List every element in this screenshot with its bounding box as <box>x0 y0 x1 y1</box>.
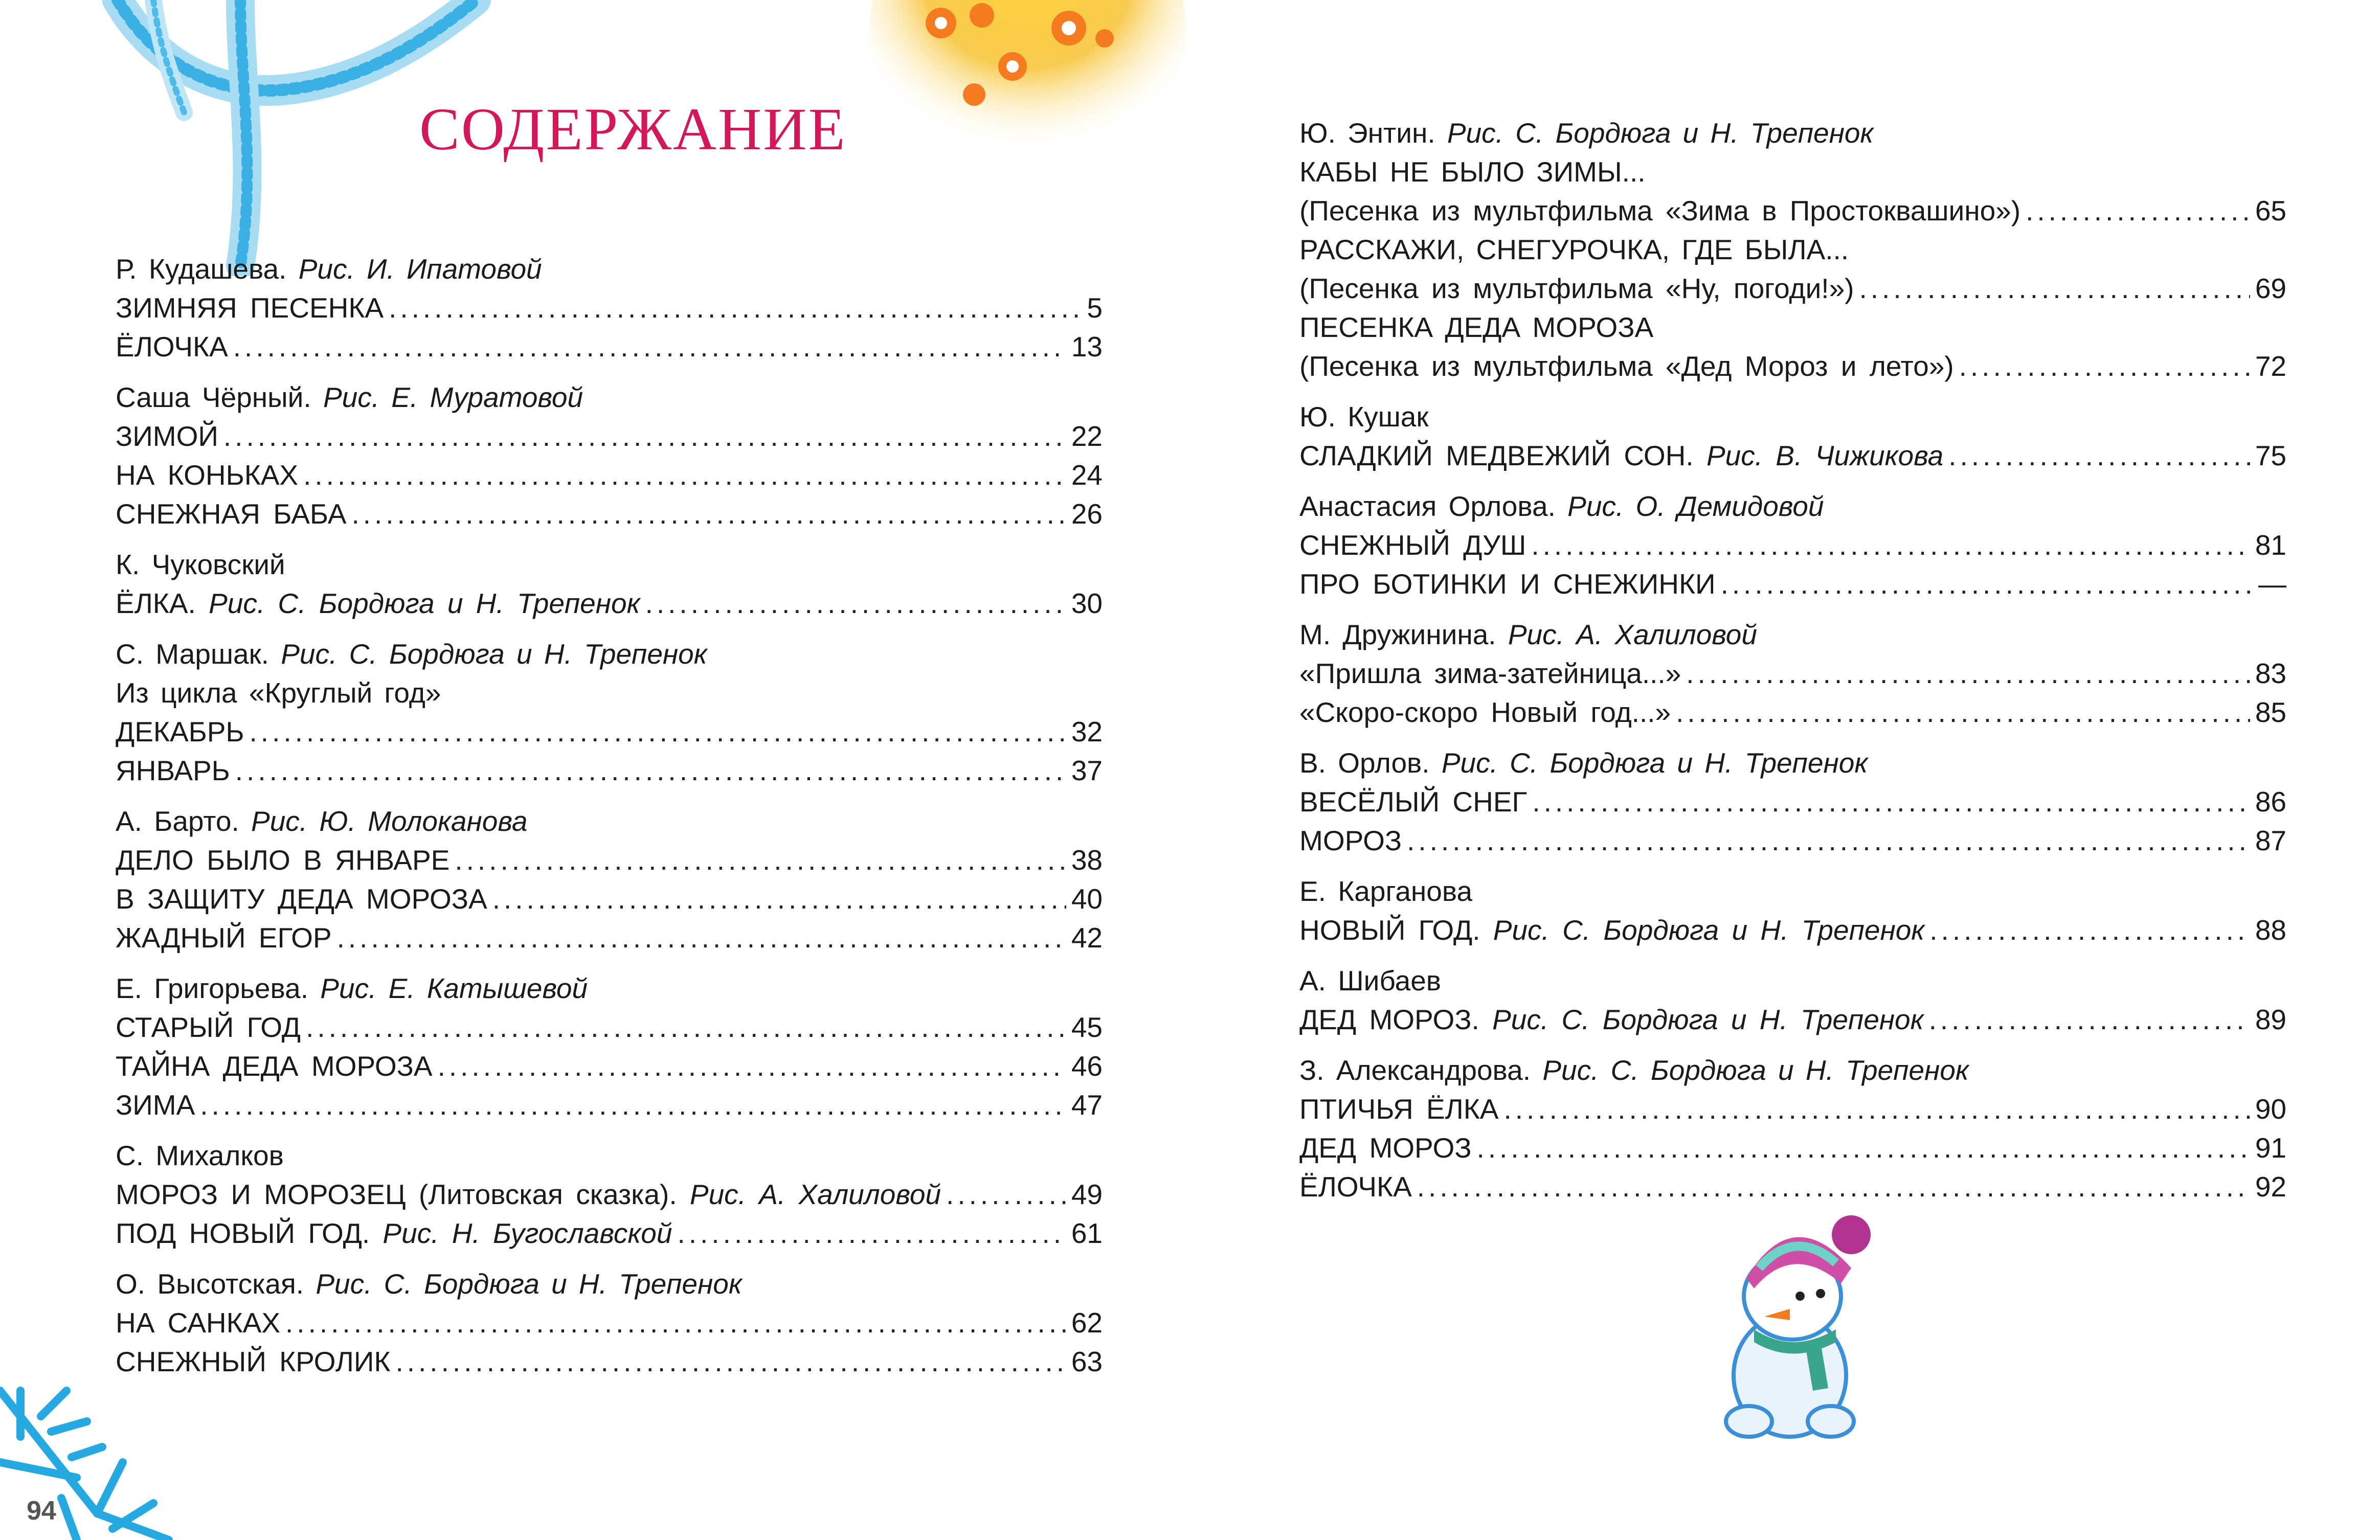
toc-entry <box>1299 1090 2286 1128</box>
toc-entry-title: ДЕКАБРЬ <box>116 716 244 748</box>
toc-entry-title: ЗИМНЯЯ ПЕСЕНКА <box>116 292 384 324</box>
toc-entry-text <box>1299 1128 1472 1167</box>
toc-entry-text <box>1299 436 1943 475</box>
toc-entry-title: ТАЙНА ДЕДА МОРОЗА <box>116 1050 433 1082</box>
toc-entry-title: МОРОЗ И МОРОЗЕЦ (Литовская сказка). <box>116 1179 677 1210</box>
toc-entry-text <box>116 1214 672 1253</box>
dot-leader <box>250 712 1066 751</box>
page-ref: 81 <box>2255 529 2286 561</box>
dot-leader <box>1477 1128 2250 1167</box>
toc-entry-text <box>116 751 230 790</box>
page-ref: 61 <box>1071 1217 1103 1249</box>
toc-entry-text <box>116 918 332 957</box>
dot-leader <box>1959 347 2250 386</box>
toc-entry-title: ДЕД МОРОЗ. <box>1299 1004 1479 1035</box>
toc-entry-text <box>1299 911 1924 949</box>
page-ref: 92 <box>2255 1171 2286 1203</box>
author-line <box>1299 961 2286 1000</box>
page-number: 94 <box>27 1496 56 1526</box>
dot-leader <box>1503 1090 2250 1128</box>
page-ref: 75 <box>2255 440 2286 471</box>
toc-left-column <box>116 250 1103 1381</box>
illustrator-credit: Рис. С. Бордюга и Н. Трепенок <box>1492 1004 1924 1035</box>
toc-right-column <box>1299 114 2286 1206</box>
author-line <box>116 545 1103 584</box>
author-name: Ю. Энтин. <box>1299 117 1435 149</box>
toc-entry-title: НА КОНЬКАХ <box>116 459 299 491</box>
page-ref: 87 <box>2255 825 2286 856</box>
page-title: СОДЕРЖАНИЕ <box>419 96 847 163</box>
toc-entry <box>116 417 1103 456</box>
toc-entry-text <box>1299 269 1854 308</box>
toc-entry-title: ПРО БОТИНКИ И СНЕЖИНКИ <box>1299 568 1716 600</box>
toc-entry-text <box>1299 1000 1924 1039</box>
section-gap <box>116 366 1103 378</box>
illustrator-credit: Рис. С. Бордюга и Н. Трепенок <box>1493 914 1925 946</box>
toc-entry-title: РАССКАЖИ, СНЕГУРОЧКА, ГДЕ БЫЛА... <box>1299 234 1849 265</box>
toc-entry-subtitle: (Песенка из мультфильма «Дед Мороз и лето») <box>1299 350 1954 382</box>
toc-entry <box>1299 1128 2286 1167</box>
toc-entry <box>1299 1000 2286 1039</box>
toc-entry-title: ЗИМОЙ <box>116 420 218 452</box>
section-gap <box>1299 732 2286 743</box>
toc-entry <box>116 841 1103 879</box>
toc-entry-title: ЁЛКА. <box>116 587 196 619</box>
toc-entry-title: ЯНВАРЬ <box>116 755 230 786</box>
toc-entry-text <box>116 494 346 533</box>
author-name: Р. Кудашева. <box>116 253 287 285</box>
dot-leader <box>337 918 1066 957</box>
page-ref: 86 <box>2255 786 2286 818</box>
toc-entry-title: КАБЫ НЕ БЫЛО ЗИМЫ... <box>1299 156 1646 188</box>
toc-entry-text <box>1299 526 1526 564</box>
toc-entry-subtitle: (Песенка из мультфильма «Зима в Простоквашино») <box>1299 195 2021 227</box>
author-line <box>1299 114 2286 152</box>
toc-entry <box>116 494 1103 533</box>
toc-entry <box>116 1008 1103 1047</box>
dot-leader <box>1859 269 2250 308</box>
page-ref: 26 <box>1071 498 1103 530</box>
page-ref: 40 <box>1071 883 1103 915</box>
author-line <box>116 969 1103 1008</box>
toc-entry-text <box>116 1175 941 1214</box>
page-ref: 49 <box>1071 1179 1103 1210</box>
illustrator-credit: Рис. А. Халиловой <box>1508 619 1757 650</box>
page-ref: 37 <box>1071 755 1103 786</box>
toc-entry <box>116 327 1103 366</box>
page-ref: 30 <box>1071 587 1103 619</box>
author-name: А. Барто. <box>116 805 239 837</box>
toc-entry <box>116 918 1103 957</box>
author-name: С. Михалков <box>116 1140 284 1171</box>
page-ref: 62 <box>1071 1307 1103 1339</box>
author-name: О. Высотская. <box>116 1268 304 1300</box>
dot-leader <box>223 417 1066 456</box>
dot-leader <box>492 879 1066 918</box>
toc-entry <box>116 288 1103 327</box>
toc-entry <box>1299 1167 2286 1206</box>
dot-leader <box>677 1214 1066 1253</box>
illustrator-credit: Рис. И. Ипатовой <box>298 253 542 285</box>
dot-leader <box>645 584 1066 623</box>
toc-entry-subtitle: (Песенка из мультфильма «Ну, погоди!») <box>1299 273 1854 304</box>
illustrator-credit: Рис. С. Бордюга и Н. Трепенок <box>1542 1054 1969 1086</box>
page-ref: 22 <box>1071 420 1103 452</box>
author-name: А. Шибаев <box>1299 965 1442 997</box>
toc-entry-title: ДЕД МОРОЗ <box>1299 1132 1472 1164</box>
toc-entry <box>1299 782 2286 821</box>
section-gap <box>116 790 1103 802</box>
dot-leader <box>1532 782 2250 821</box>
snowman-illustration <box>1703 1207 1887 1452</box>
page-ref: — <box>2258 568 2286 600</box>
page-ref: 89 <box>2255 1004 2286 1035</box>
section-gap <box>1299 475 2286 487</box>
toc-entry-text <box>116 456 298 494</box>
section-gap <box>116 533 1103 545</box>
dot-leader <box>233 327 1066 366</box>
toc-entry-title: СТАРЫЙ ГОД <box>116 1011 301 1043</box>
toc-entry-title: НА САНКАХ <box>116 1307 281 1339</box>
page-ref: 85 <box>2255 696 2286 728</box>
page-ref: 69 <box>2255 273 2286 304</box>
illustrator-credit: Рис. С. Бордюга и Н. Трепенок <box>316 1268 742 1300</box>
author-line <box>116 1136 1103 1175</box>
dot-leader <box>200 1085 1066 1124</box>
illustrator-credit: Рис. Е. Катышевой <box>320 972 588 1004</box>
toc-entry-text <box>116 584 640 623</box>
toc-entry <box>116 1085 1103 1124</box>
author-name: М. Дружинина. <box>1299 619 1496 650</box>
page-ref: 72 <box>2255 350 2286 382</box>
toc-entry-text <box>116 288 384 327</box>
cycle-subtitle: Из цикла «Круглый год» <box>116 677 441 709</box>
author-line <box>1299 615 2286 654</box>
toc-entry <box>116 1342 1103 1381</box>
toc-entry-title: ПОД НОВЫЙ ГОД. <box>116 1217 370 1249</box>
author-name: Саша Чёрный. <box>116 381 311 413</box>
dot-leader <box>1531 526 2250 564</box>
page-ref: 42 <box>1071 922 1103 954</box>
author-line <box>1299 397 2286 436</box>
toc-entry-text <box>1299 693 1671 732</box>
toc-entry-text <box>1299 191 2020 230</box>
dot-leader <box>395 1342 1066 1381</box>
toc-entry <box>1299 436 2286 475</box>
toc-entry <box>116 1303 1103 1342</box>
toc-entry <box>116 584 1103 623</box>
author-line <box>1299 743 2286 782</box>
illustrator-credit: Рис. О. Демидовой <box>1567 490 1824 522</box>
author-line <box>116 802 1103 841</box>
illustrator-credit: Рис. С. Бордюга и Н. Трепенок <box>1441 747 1868 779</box>
toc-entry-title: «Пришла зима-затейница...» <box>1299 658 1681 689</box>
toc-entry <box>1299 654 2286 693</box>
toc-entry <box>116 751 1103 790</box>
toc-entry-text <box>116 841 450 879</box>
illustrator-credit: Рис. Н. Бугославской <box>383 1217 672 1249</box>
section-gap <box>116 1124 1103 1136</box>
toc-entry-text <box>116 327 228 366</box>
author-name: Е. Григорьева. <box>116 972 308 1004</box>
toc-entry <box>116 1214 1103 1253</box>
page-ref: 63 <box>1071 1346 1103 1377</box>
page-ref: 45 <box>1071 1011 1103 1043</box>
page-ref: 32 <box>1071 716 1103 748</box>
section-gap <box>1299 949 2286 961</box>
author-line <box>116 1264 1103 1303</box>
section-gap <box>116 957 1103 969</box>
toc-entry <box>116 456 1103 494</box>
toc-entry-title: СНЕЖНАЯ БАБА <box>116 498 347 530</box>
toc-entry-title: СЛАДКИЙ МЕДВЕЖИЙ СОН. <box>1299 440 1694 471</box>
dot-leader <box>455 841 1066 879</box>
illustrator-credit: Рис. Е. Муратовой <box>323 381 583 413</box>
dot-leader <box>1417 1167 2250 1206</box>
toc-entry-text <box>116 1342 390 1381</box>
toc-entry-text <box>1299 782 1527 821</box>
illustrator-credit: Рис. С. Бордюга и Н. Трепенок <box>1447 117 1874 149</box>
toc-entry-title: ЗИМА <box>116 1089 195 1121</box>
dot-leader <box>946 1175 1066 1214</box>
author-name: В. Орлов. <box>1299 747 1430 779</box>
toc-entry-text <box>1299 347 1954 386</box>
dot-leader <box>1676 693 2250 732</box>
toc-entry-text <box>116 1047 433 1085</box>
toc-entry-title: СНЕЖНЫЙ ДУШ <box>1299 529 1526 561</box>
toc-entry-title: МОРОЗ <box>1299 825 1402 856</box>
toc-entry <box>1299 821 2286 860</box>
toc-entry-text <box>116 417 218 456</box>
toc-entry-title: ЁЛОЧКА <box>1299 1171 1412 1203</box>
toc-entry-title: ЁЛОЧКА <box>116 331 228 363</box>
illustrator-credit: Рис. А. Халиловой <box>689 1179 941 1210</box>
page-ref: 83 <box>2255 658 2286 689</box>
author-line <box>116 635 1103 673</box>
illustrator-credit: Рис. С. Бордюга и Н. Трепенок <box>209 587 640 619</box>
author-name: Е. Карганова <box>1299 875 1473 907</box>
toc-entry-title: ПТИЧЬЯ ЁЛКА <box>1299 1093 1499 1125</box>
toc-entry-text <box>116 1303 280 1342</box>
dot-leader <box>438 1047 1066 1085</box>
author-name: С. Маршак. <box>116 638 269 670</box>
page-ref: 38 <box>1071 844 1103 876</box>
section-gap <box>1299 860 2286 872</box>
dot-leader <box>389 288 1082 327</box>
author-line <box>116 250 1103 288</box>
author-line <box>1299 872 2286 911</box>
toc-entry-text <box>1299 1090 1498 1128</box>
toc-entry-text <box>1299 654 1681 693</box>
page-ref: 65 <box>2255 195 2286 227</box>
toc-entry <box>1299 564 2286 603</box>
dot-leader <box>1929 1000 2250 1039</box>
section-gap <box>1299 1039 2286 1051</box>
dot-leader <box>303 456 1066 494</box>
toc-entry-title: В ЗАЩИТУ ДЕДА МОРОЗА <box>116 883 487 915</box>
author-name: З. Александрова. <box>1299 1054 1531 1086</box>
page-ref: 47 <box>1071 1089 1103 1121</box>
author-name: Ю. Кушак <box>1299 401 1429 433</box>
illustrator-credit: Рис. Ю. Молоканова <box>251 805 528 837</box>
dot-leader <box>285 1303 1066 1342</box>
toc-entry <box>116 1047 1103 1085</box>
toc-entry-text <box>116 1085 195 1124</box>
toc-entry-title: НОВЫЙ ГОД. <box>1299 914 1480 946</box>
toc-entry-text <box>116 1008 301 1047</box>
toc-entry-title: «Скоро-скоро Новый год...» <box>1299 696 1671 728</box>
sun-burst-illustration <box>864 0 1192 174</box>
illustrator-credit: Рис. С. Бордюга и Н. Трепенок <box>281 638 707 670</box>
toc-entry <box>1299 269 2286 308</box>
toc-entry <box>1299 191 2286 230</box>
toc-entry <box>116 1175 1103 1214</box>
dot-leader <box>1686 654 2250 693</box>
illustrator-credit: Рис. В. Чижикова <box>1706 440 1944 471</box>
page-ref: 13 <box>1071 331 1103 363</box>
toc-entry <box>1299 347 2286 386</box>
toc-entry-title: СНЕЖНЫЙ КРОЛИК <box>116 1346 391 1377</box>
section-gap <box>116 623 1103 635</box>
toc-entry-text <box>1299 1167 1412 1206</box>
dot-leader <box>306 1008 1066 1047</box>
dot-leader <box>351 494 1066 533</box>
author-line <box>116 378 1103 417</box>
toc-entry-title: ЖАДНЫЙ ЕГОР <box>116 922 332 954</box>
page-ref: 46 <box>1071 1050 1103 1082</box>
author-name: К. Чуковский <box>116 549 285 580</box>
toc-entry-title: ВЕСЁЛЫЙ СНЕГ <box>1299 786 1528 818</box>
author-name: Анастасия Орлова. <box>1299 490 1556 522</box>
toc-entry <box>1299 911 2286 949</box>
section-gap <box>1299 386 2286 397</box>
toc-entry-text <box>116 879 487 918</box>
toc-entry-title: ДЕЛО БЫЛО В ЯНВАРЕ <box>116 844 450 876</box>
page-ref: 91 <box>2255 1132 2286 1164</box>
toc-entry <box>1299 526 2286 564</box>
author-line <box>1299 487 2286 526</box>
page-ref: 88 <box>2255 914 2286 946</box>
toc-entry-text <box>1299 564 1716 603</box>
dot-leader <box>1407 821 2250 860</box>
page-ref: 5 <box>1087 292 1103 324</box>
section-gap <box>116 1253 1103 1264</box>
section-gap <box>1299 603 2286 615</box>
toc-entry <box>1299 693 2286 732</box>
page-ref: 24 <box>1071 459 1103 491</box>
dot-leader <box>1929 911 2250 949</box>
page-ref: 90 <box>2255 1093 2286 1125</box>
dot-leader <box>235 751 1066 790</box>
toc-entry <box>116 712 1103 751</box>
toc-entry-text <box>1299 821 1402 860</box>
dot-leader <box>1948 436 2250 475</box>
dot-leader <box>2026 191 2250 230</box>
dot-leader <box>1721 564 2253 603</box>
author-line <box>1299 1051 2286 1090</box>
toc-entry-title: ПЕСЕНКА ДЕДА МОРОЗА <box>1299 311 1654 343</box>
toc-entry-text <box>116 712 244 751</box>
toc-entry <box>116 879 1103 918</box>
